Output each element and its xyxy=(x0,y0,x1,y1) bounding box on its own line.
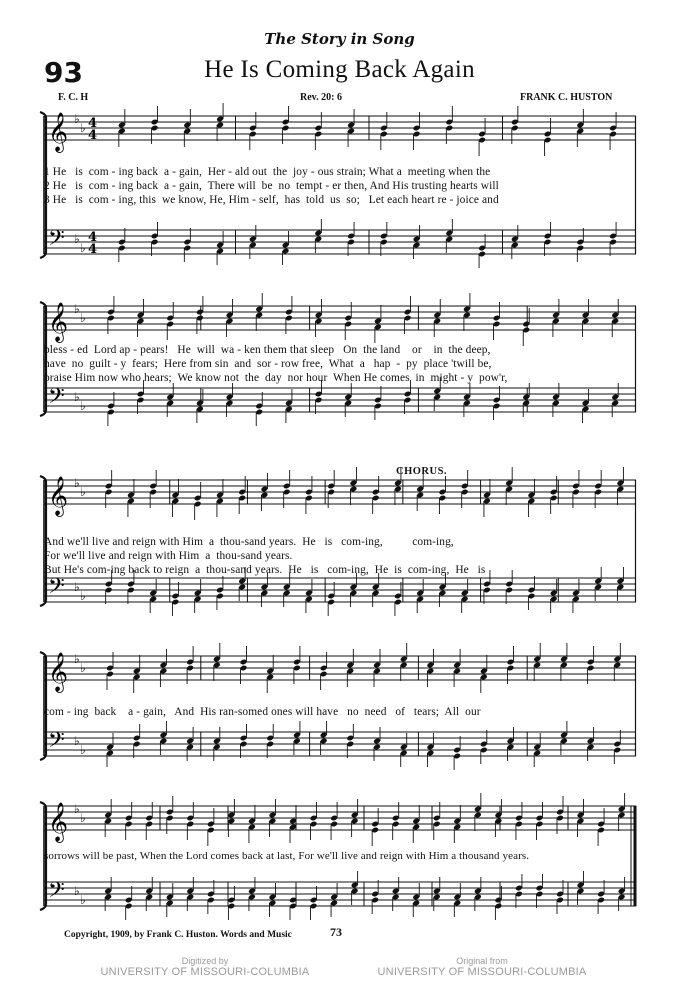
music-system-5 xyxy=(44,792,636,932)
music-system-1 xyxy=(44,104,636,274)
treble-clef-icon: 𝄞 xyxy=(48,302,69,342)
flat-icon: ♭ xyxy=(80,743,86,757)
bass-clef-icon: 𝄢 xyxy=(48,384,65,414)
words-credit: F. C. H xyxy=(58,92,89,103)
chorus-label: CHORUS. xyxy=(396,466,448,477)
music-system-4 xyxy=(44,644,636,784)
flat-icon: ♭ xyxy=(74,476,80,490)
music-credit: FRANK C. HUSTON xyxy=(520,92,613,103)
flat-icon: ♭ xyxy=(80,589,86,603)
copyright-notice: Copyright, 1909, by Frank C. Huston. Words and Music xyxy=(64,930,292,940)
flat-icon: ♭ xyxy=(80,121,86,135)
digitized-by-watermark xyxy=(100,956,310,978)
scripture-reference: Rev. 20: 6 xyxy=(300,92,342,103)
flat-icon: ♭ xyxy=(80,811,86,825)
flat-icon: ♭ xyxy=(74,302,80,316)
flat-icon: ♭ xyxy=(80,485,86,499)
hymn-title: He Is Coming Back Again xyxy=(204,56,475,83)
time-signature: 4 xyxy=(88,128,98,143)
flat-icon: ♭ xyxy=(74,112,80,126)
watermark-left-line-2: UNIVERSITY OF MISSOURI-COLUMBIA xyxy=(100,966,310,978)
flat-icon: ♭ xyxy=(74,802,80,816)
flat-icon: ♭ xyxy=(80,241,86,255)
flat-icon: ♭ xyxy=(74,884,80,898)
flat-icon: ♭ xyxy=(74,390,80,404)
time-signature: 4 xyxy=(88,116,98,131)
flat-icon: ♭ xyxy=(74,734,80,748)
watermark-right-line-1: Original from xyxy=(456,956,508,966)
system-5-staves xyxy=(44,792,636,932)
flat-icon: ♭ xyxy=(80,311,86,325)
verse-2-line-1: 2 He is com - ing back a - gain, There will be no tempt - er then, And His trusting hearts will xyxy=(44,180,499,192)
treble-clef-icon: 𝄞 xyxy=(48,476,69,516)
hymn-number: 93 xyxy=(44,56,83,89)
music-system-2 xyxy=(44,292,636,462)
watermark-left-line-1: Digitized by xyxy=(181,956,229,966)
book-title: The Story in Song xyxy=(264,30,415,48)
flat-icon: ♭ xyxy=(80,893,86,907)
flat-icon: ♭ xyxy=(74,580,80,594)
time-signature: 4 xyxy=(88,230,98,245)
watermark-right-line-2: UNIVERSITY OF MISSOURI-COLUMBIA xyxy=(377,966,587,978)
original-from-watermark xyxy=(372,956,592,978)
flat-icon: ♭ xyxy=(80,399,86,413)
chorus-line-5: sorrows will be past, When the Lord comes back at last, For we'll live and reign with Him a thousand years. xyxy=(44,850,530,862)
treble-clef-icon: 𝄞 xyxy=(48,112,69,152)
time-signature: 4 xyxy=(88,242,98,257)
verse-2-line-2: have no guilt - y fears; Here from sin and sor - row free, What a hap - py place 'twill be, xyxy=(44,358,492,370)
flat-icon: ♭ xyxy=(74,232,80,246)
bass-clef-icon: 𝄢 xyxy=(48,728,65,758)
chorus-line-2: For we'll live and reign with Him a thou-sand years. xyxy=(44,550,293,562)
music-system-3 xyxy=(44,466,636,636)
treble-clef-icon: 𝄞 xyxy=(48,802,69,842)
treble-clef-icon: 𝄞 xyxy=(48,652,69,692)
chorus-line-4: com - ing back a - gain, And His ran-somed ones will have no need of tears; All our xyxy=(44,706,481,718)
verse-1-line-1: 1 He is com - ing back a - gain, Her - ald out the joy - ous strain; What a meeting when the xyxy=(44,166,491,178)
verse-1-line-2: bless - ed Lord ap - pears! He will wa - ken them that sleep On the land or in the deep, xyxy=(44,344,491,356)
bass-clef-icon: 𝄢 xyxy=(48,574,65,604)
chorus-line-3: But He's com-ing back to reign a thou-sand years. He is com-ing, He is com-ing, He is xyxy=(44,564,486,576)
flat-icon: ♭ xyxy=(74,652,80,666)
bass-clef-icon: 𝄢 xyxy=(48,226,65,256)
page-number: 73 xyxy=(330,925,342,939)
verse-3-line-1: 3 He is com - ing, this we know, He, Him - self, has told us so; Let each heart re - joice and xyxy=(44,194,499,206)
verse-3-line-2: praise Him now who hears; We know not the day nor hour When He comes in might - y pow'r, xyxy=(44,372,508,384)
bass-clef-icon: 𝄢 xyxy=(48,878,65,908)
chorus-line-1: And we'll live and reign with Him a thou-sand years. He is com-ing, com-ing, xyxy=(44,536,454,548)
flat-icon: ♭ xyxy=(80,661,86,675)
